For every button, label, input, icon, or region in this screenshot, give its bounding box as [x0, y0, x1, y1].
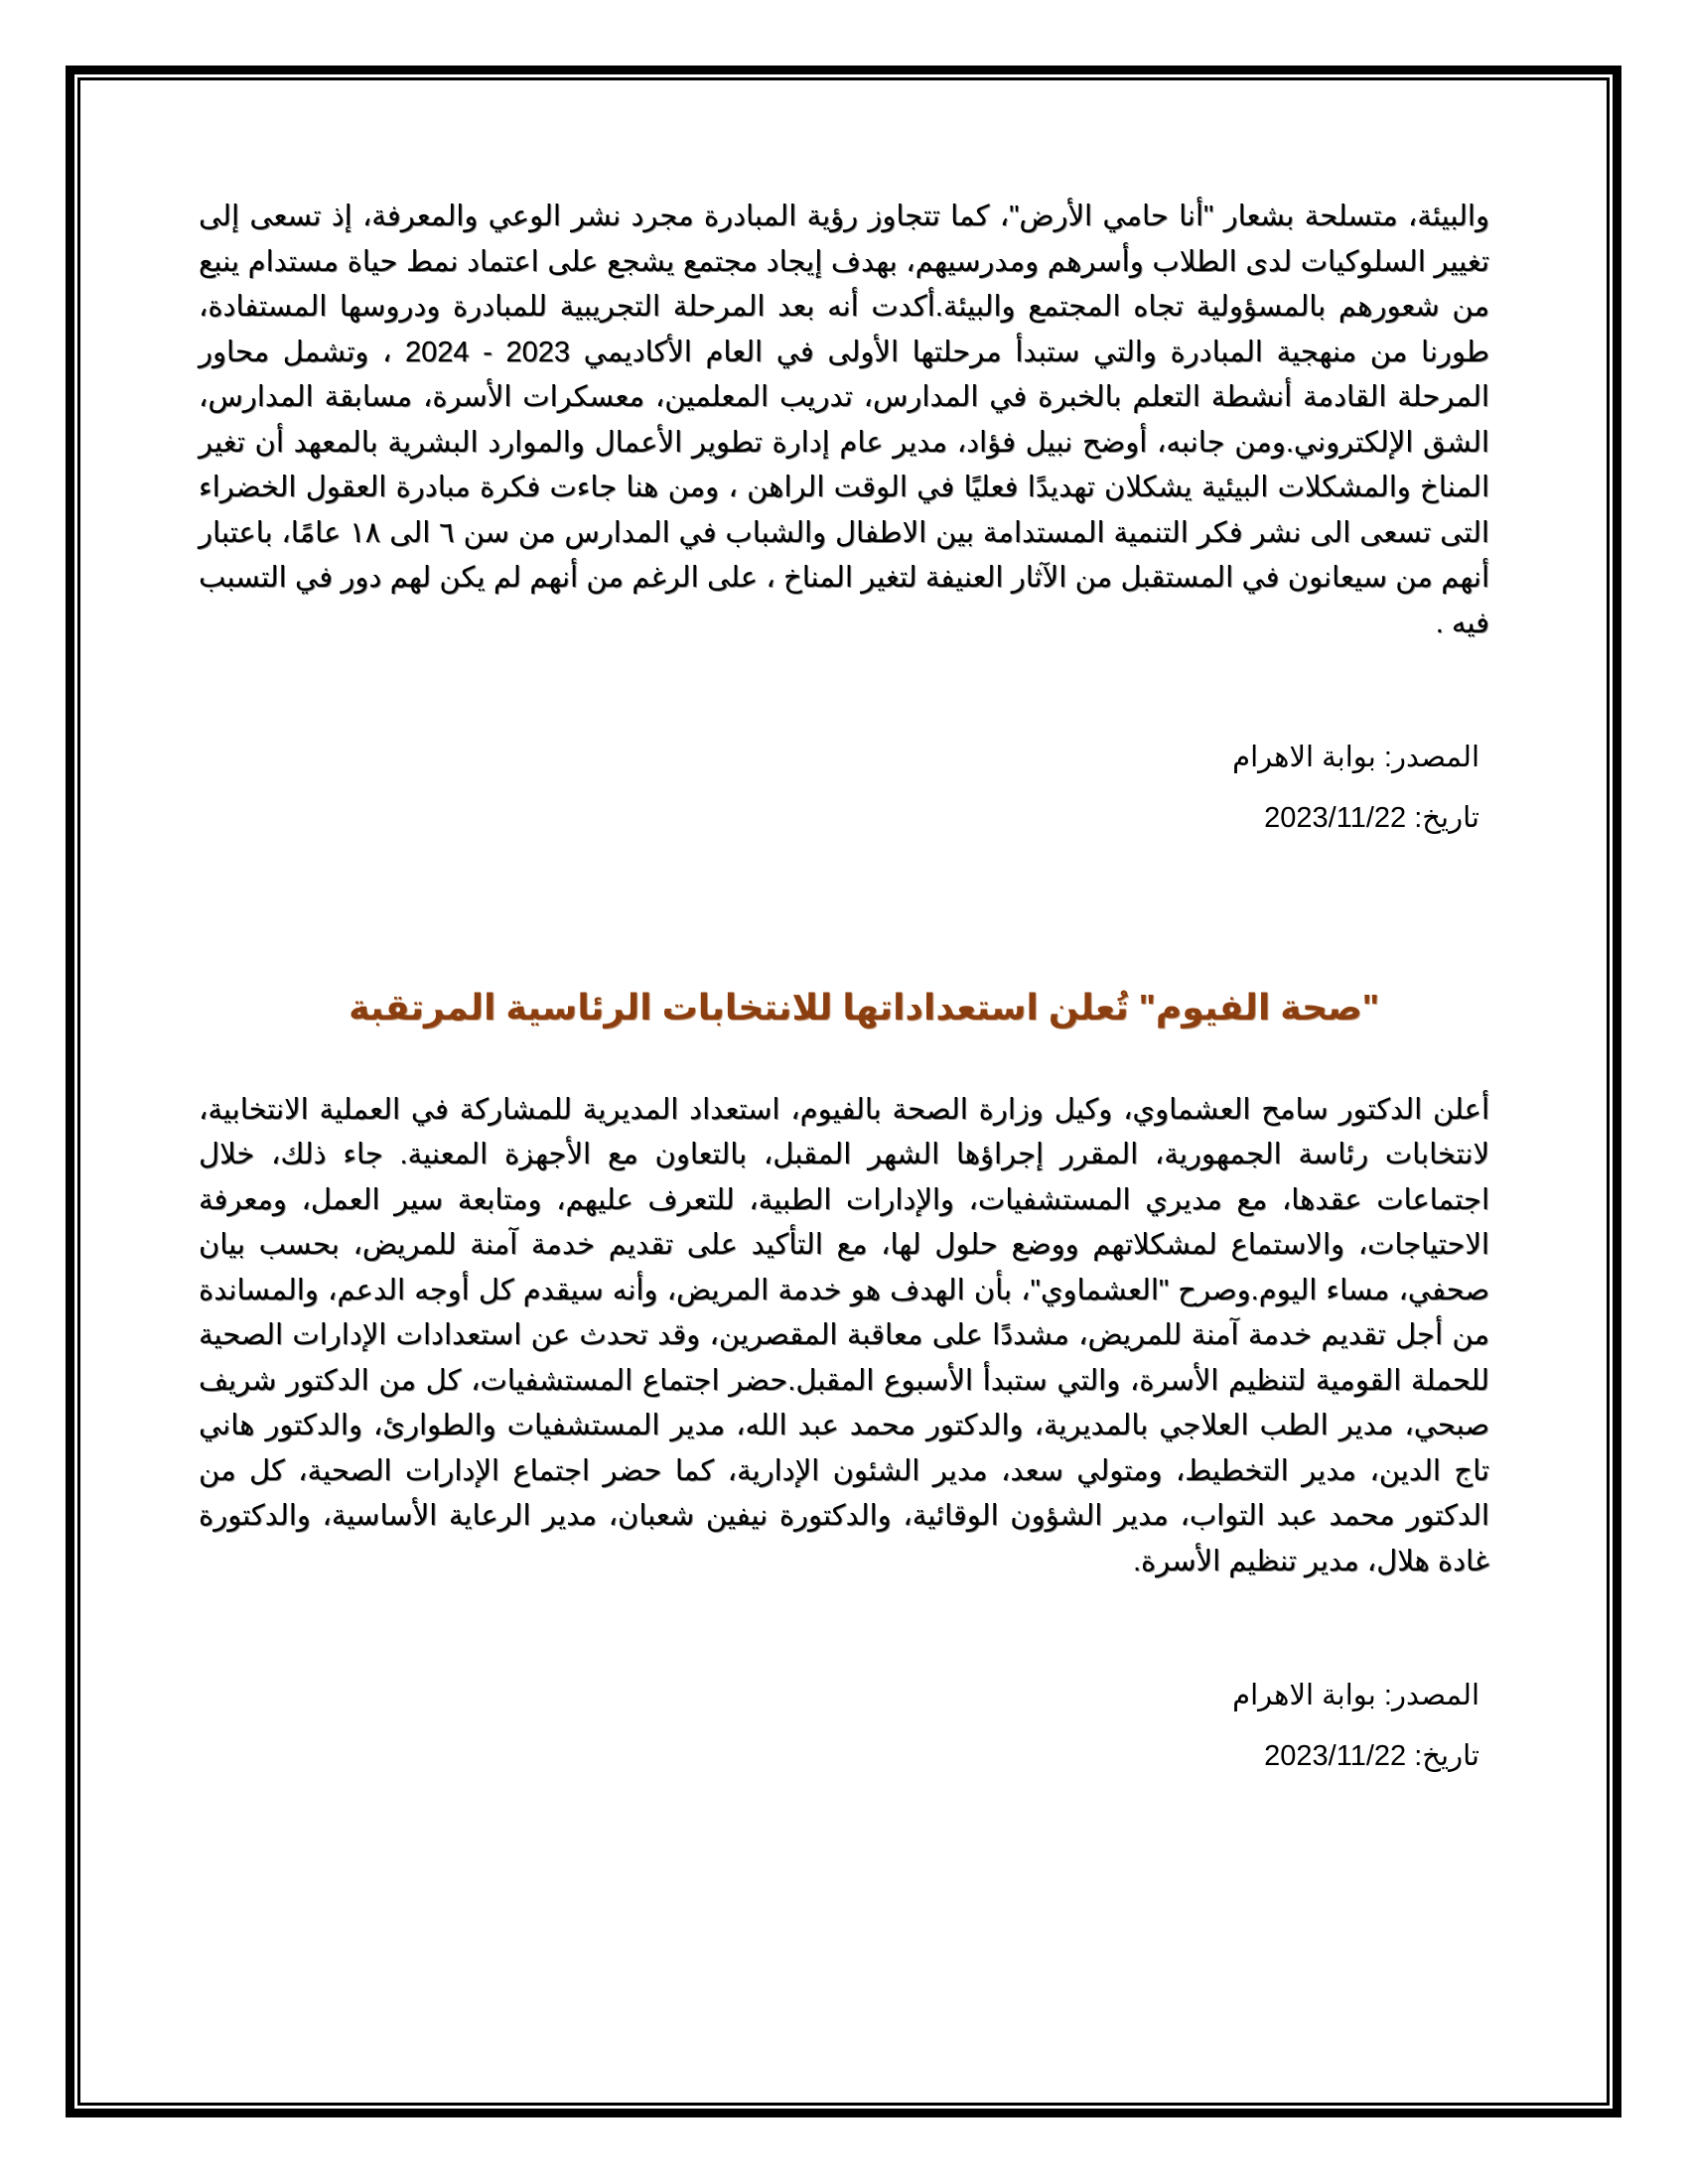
- source-label: المصدر:: [1383, 742, 1479, 773]
- date-value: 2023/11/22: [1264, 1739, 1407, 1772]
- date-label: تاريخ:: [1414, 801, 1479, 834]
- source-label: المصدر:: [1383, 1680, 1479, 1712]
- date-label: تاريخ:: [1414, 1739, 1479, 1772]
- article-source: [199, 1679, 1489, 1713]
- document-content: [199, 195, 1489, 1774]
- date-value: 2023/11/22: [1264, 801, 1407, 834]
- article-date: [199, 801, 1489, 836]
- source-value: بوابة الاهرام: [1232, 1680, 1376, 1712]
- article-fayoum-health: [199, 987, 1489, 1774]
- article-body: أعلن الدكتور سامح العشماوي، وكيل وزارة الصحة بالفيوم، استعداد المديرية للمشاركة في العملية الانتخابية، لانتخابات رئاسة الجمهورية، المقرر إجراؤها الشهر المقبل، بالتعاون مع الأجهزة المعنية. جاء ذلك، خلال اجتماعات عقدها، مع مديري المستشفيات، والإدارات الطبية، للتعرف عليهم، ومتابعة سير العمل، ومعرفة الاحتياجات، والاستماع لمشكلاتهم ووضع حلول لها، مع التأكيد على تقديم خدمة آمنة للمريض، بحسب بيان صحفي، مساء اليوم.وصرح "العشماوي"، بأن الهدف هو خدمة المريض، وأنه سيقدم كل أوجه الدعم، والمساندة من أجل تقديم خدمة آمنة للمريض، مشددًا على معاقبة المقصرين، وقد تحدث عن استعدادات الإدارات الصحية للحملة القومية لتنظيم الأسرة، والتي ستبدأ الأسبوع المقبل.حضر اجتماع المستشفيات، كل من الدكتور شريف صبحي، مدير الطب العلاجي بالمديرية، والدكتور محمد عبد الله، مدير المستشفيات والطوارئ، والدكتور هاني تاج الدين، مدير التخطيط، ومتولي سعد، مدير الشئون الإدارية، كما حضر اجتماع الإدارات الصحية، كل من الدكتور محمد عبد التواب، مدير الشؤون الوقائية، والدكتورة نيفين شعبان، مدير الرعاية الأساسية، والدكتورة غادة هلال، مدير تنظيم الأسرة.: [199, 1093, 1489, 1577]
- article-date: [199, 1739, 1489, 1774]
- article-title: "صحة الفيوم" تُعلن استعداداتها للانتخابات الرئاسية المرتقبة: [349, 986, 1379, 1027]
- article-source: [199, 741, 1489, 775]
- article-environment-initiative: [199, 195, 1489, 836]
- article-body: والبيئة، متسلحة بشعار "أنا حامي الأرض"، كما تتجاوز رؤية المبادرة مجرد نشر الوعي والمعرفة، إذ تسعى إلى تغيير السلوكيات لدى الطلاب وأسرهم ومدرسيهم، بهدف إيجاد مجتمع يشجع على اعتماد نمط حياة مستدام ينبع من شعورهم بالمسؤولية تجاه المجتمع والبيئة.أكدت أنه بعد المرحلة التجريبية للمبادرة ودروسها المستفادة، طورنا من منهجية المبادرة والتي ستبدأ مرحلتها الأولى في العام الأكاديمي 2023 - 2024 ، وتشمل محاور المرحلة القادمة أنشطة التعلم بالخبرة في المدارس، تدريب المعلمين، معسكرات الأسرة، مسابقة المدارس، الشق الإلكتروني.ومن جانبه، أوضح نبيل فؤاد، مدير عام إدارة تطوير الأعمال والموارد البشرية بالمعهد أن تغير المناخ والمشكلات البيئية يشكلان تهديدًا فعليًا في الوقت الراهن ، ومن هنا جاءت فكرة مبادرة العقول الخضراء التى تسعى الى نشر فكر التنمية المستدامة بين الاطفال والشباب في المدارس من سن ٦ الى ١٨ عامًا، باعتبار أنهم من سيعانون في المستقبل من الآثار العنيفة لتغير المناخ ، على الرغم من أنهم لم يكن لهم دور في التسبب فيه .: [199, 201, 1489, 639]
- source-value: بوابة الاهرام: [1232, 742, 1376, 773]
